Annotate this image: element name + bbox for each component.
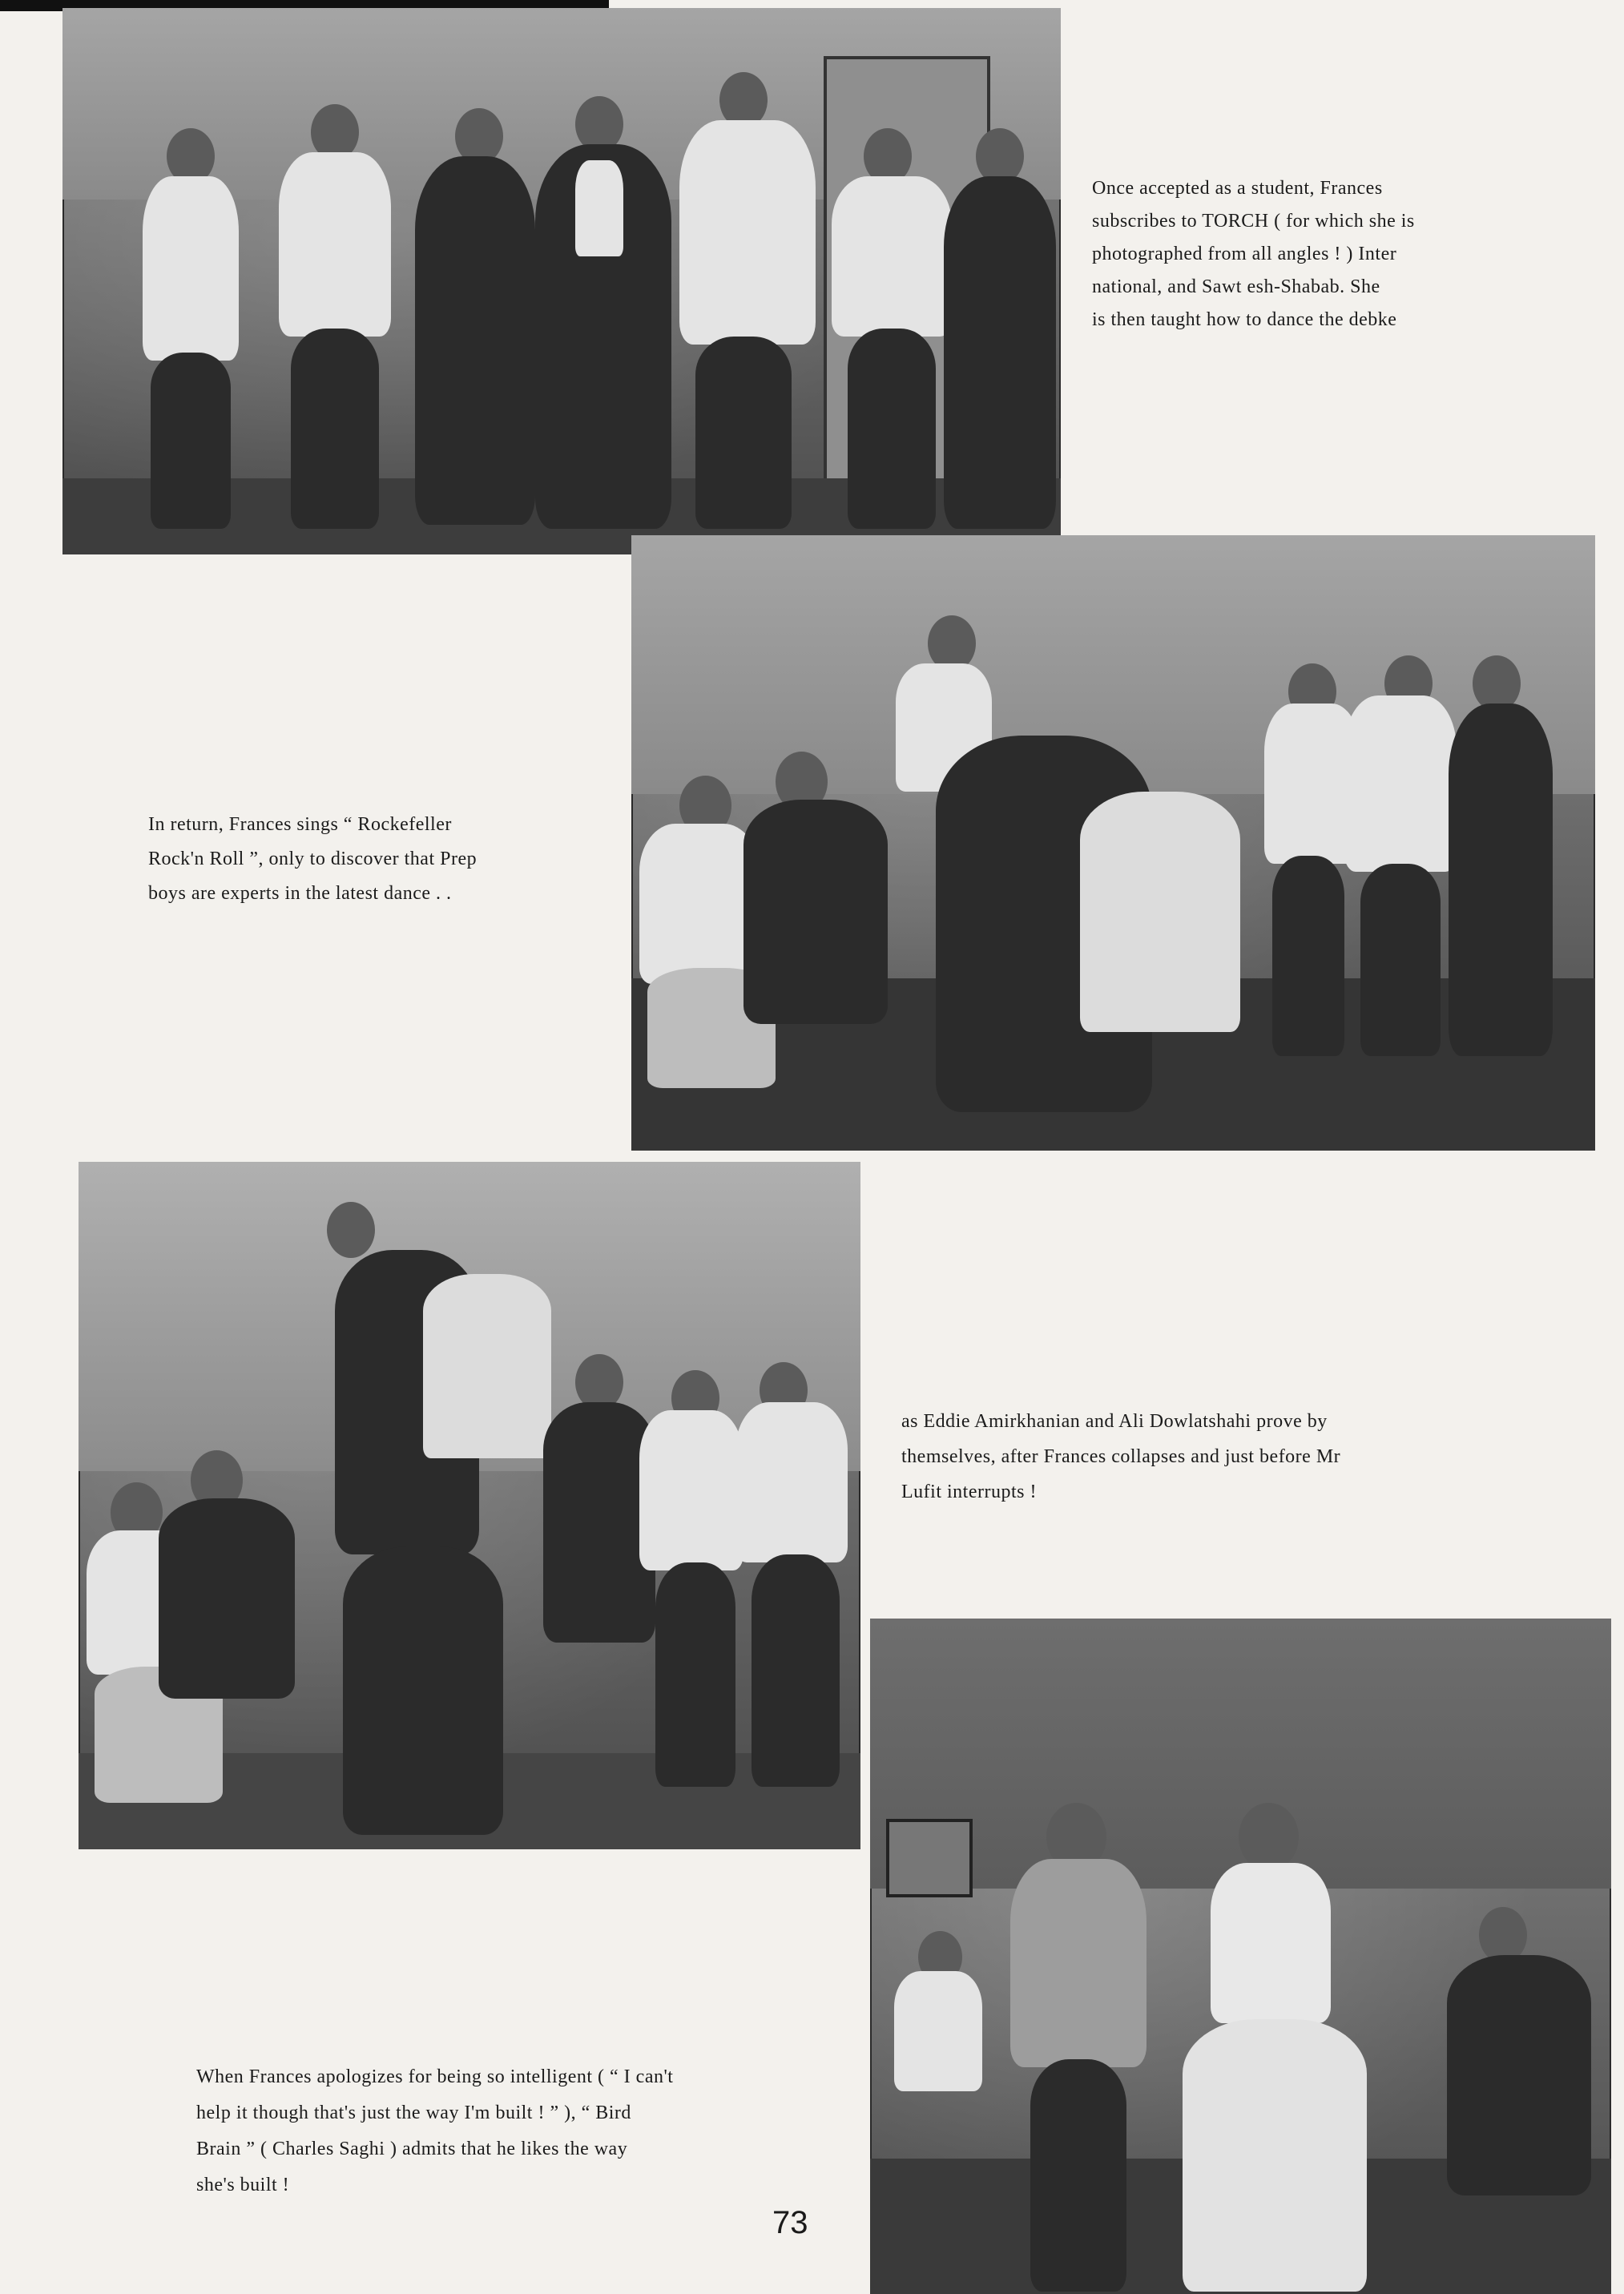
photo-debke-line <box>62 8 1061 554</box>
page-number: 73 <box>772 2205 808 2240</box>
caption-line: themselves, after Frances collapses and just before Mr <box>901 1446 1341 1467</box>
photo-dance-lift <box>79 1162 860 1849</box>
caption-line: Brain ” ( Charles Saghi ) admits that he likes the way <box>196 2139 628 2159</box>
photo-rock-dance <box>631 535 1595 1151</box>
caption-rockefeller <box>148 808 597 911</box>
caption-line: she's built ! <box>196 2175 290 2195</box>
caption-line: Once accepted as a student, Frances <box>1092 178 1383 199</box>
caption-line: boys are experts in the latest dance . . <box>148 883 452 904</box>
caption-bird-brain <box>196 2059 837 2203</box>
caption-eddie-ali <box>901 1404 1538 1510</box>
caption-line: Lufit interrupts ! <box>901 1482 1037 1502</box>
caption-line: national, and Sawt esh-Shabab. She <box>1092 276 1380 297</box>
caption-line: as Eddie Amirkhanian and Ali Dowlatshahi prove by <box>901 1411 1328 1432</box>
caption-line: subscribes to TORCH ( for which she is <box>1092 211 1415 232</box>
photo-bird-brain <box>870 1619 1611 2294</box>
caption-line: When Frances apologizes for being so intelligent ( “ I can't <box>196 2066 674 2087</box>
caption-line: photographed from all angles ! ) Inter <box>1092 244 1397 264</box>
caption-torch-debke <box>1092 172 1517 337</box>
caption-line: In return, Frances sings “ Rockefeller <box>148 814 452 835</box>
caption-line: is then taught how to dance the debke <box>1092 309 1397 330</box>
caption-line: help it though that's just the way I'm built ! ” ), “ Bird <box>196 2102 631 2123</box>
caption-line: Rock'n Roll ”, only to discover that Prep <box>148 849 478 869</box>
